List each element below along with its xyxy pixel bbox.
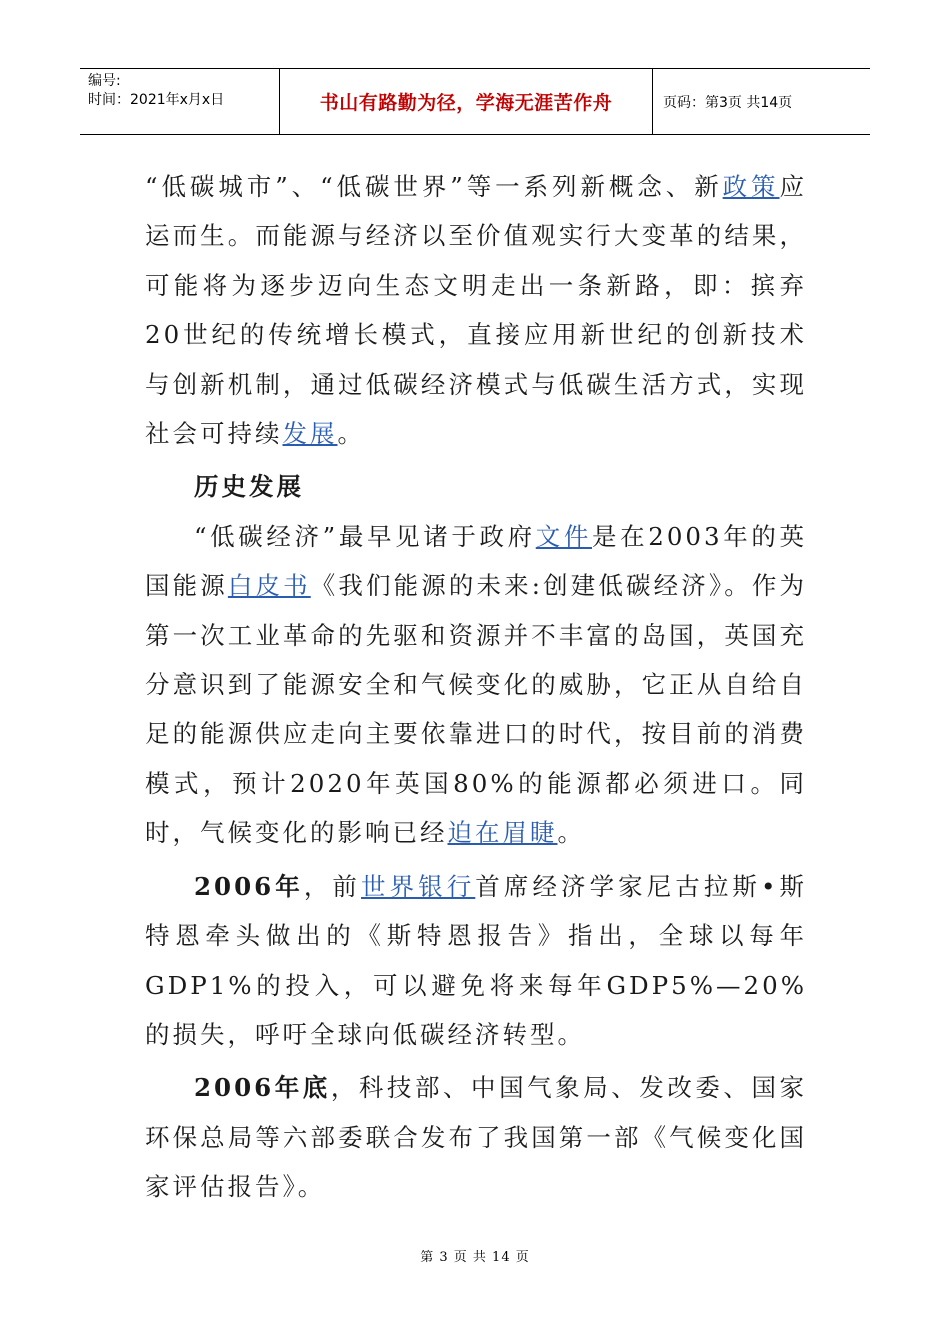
link-white-paper[interactable]: 白皮书 (227, 571, 311, 601)
header-code: 编号: (88, 73, 121, 89)
header-page-info: 页码：第3页 共14页 (663, 94, 793, 111)
paragraph-4: 2006年底，科技部、中国气象局、发改委、国家环保总局等六部委联合发布了我国第一部《气候变化国家评估报告》。 (145, 1073, 807, 1202)
paragraph-3: 2006年，前世界银行首席经济学家尼古拉斯•斯特恩牵头做出的《斯特恩报告》指出，全球以每年GDP1%的投入，可以避免将来每年GDP5%—20%的损失，呼吁全球向低碳经济转型。 (145, 871, 808, 1049)
page-footer: 第 3 页 共 14 页 (420, 1250, 530, 1265)
paragraph-2: “低碳经济”最早见诸于政府文件是在2003年的英国能源白皮书《我们能源的未来:创建低碳经济》。作为第一次工业革命的先驱和资源并不丰富的岛国，英国充分意识到了能源安全和气候变化的威胁，它正从自给自足的能源供应走向主要依靠进口的时代，按目前的消费模式，预计2020年英国80%的能源都必须进口。同时，气候变化的影响已经迫在眉睫。 (145, 521, 807, 848)
link-document[interactable]: 文件 (535, 521, 592, 551)
page-header (80, 68, 870, 135)
paragraph-1: “低碳城市”、“低碳世界”等一系列新概念、新政策应运而生。而能源与经济以至价值观实行大变革的结果，可能将为逐步迈向生态文明走出一条新路，即：摈弃20世纪的传统增长模式，直接应用新世纪的创新技术与创新机制，通过低碳经济模式与低碳生活方式，实现社会可持续发展。 (145, 172, 807, 449)
document-body (145, 162, 807, 1212)
link-policy[interactable]: 政策 (722, 172, 780, 201)
header-meta (80, 69, 280, 134)
header-time: 时间：2021年x月x日 (88, 92, 225, 108)
link-development[interactable]: 发展 (282, 419, 338, 449)
link-world-bank[interactable]: 世界银行 (361, 871, 476, 901)
header-motto: 书山有路勤为径，学海无涯苦作舟 (280, 69, 653, 134)
link-imminent[interactable]: 迫在眉睫 (447, 818, 558, 848)
section-heading: 历史发展 (194, 472, 304, 502)
